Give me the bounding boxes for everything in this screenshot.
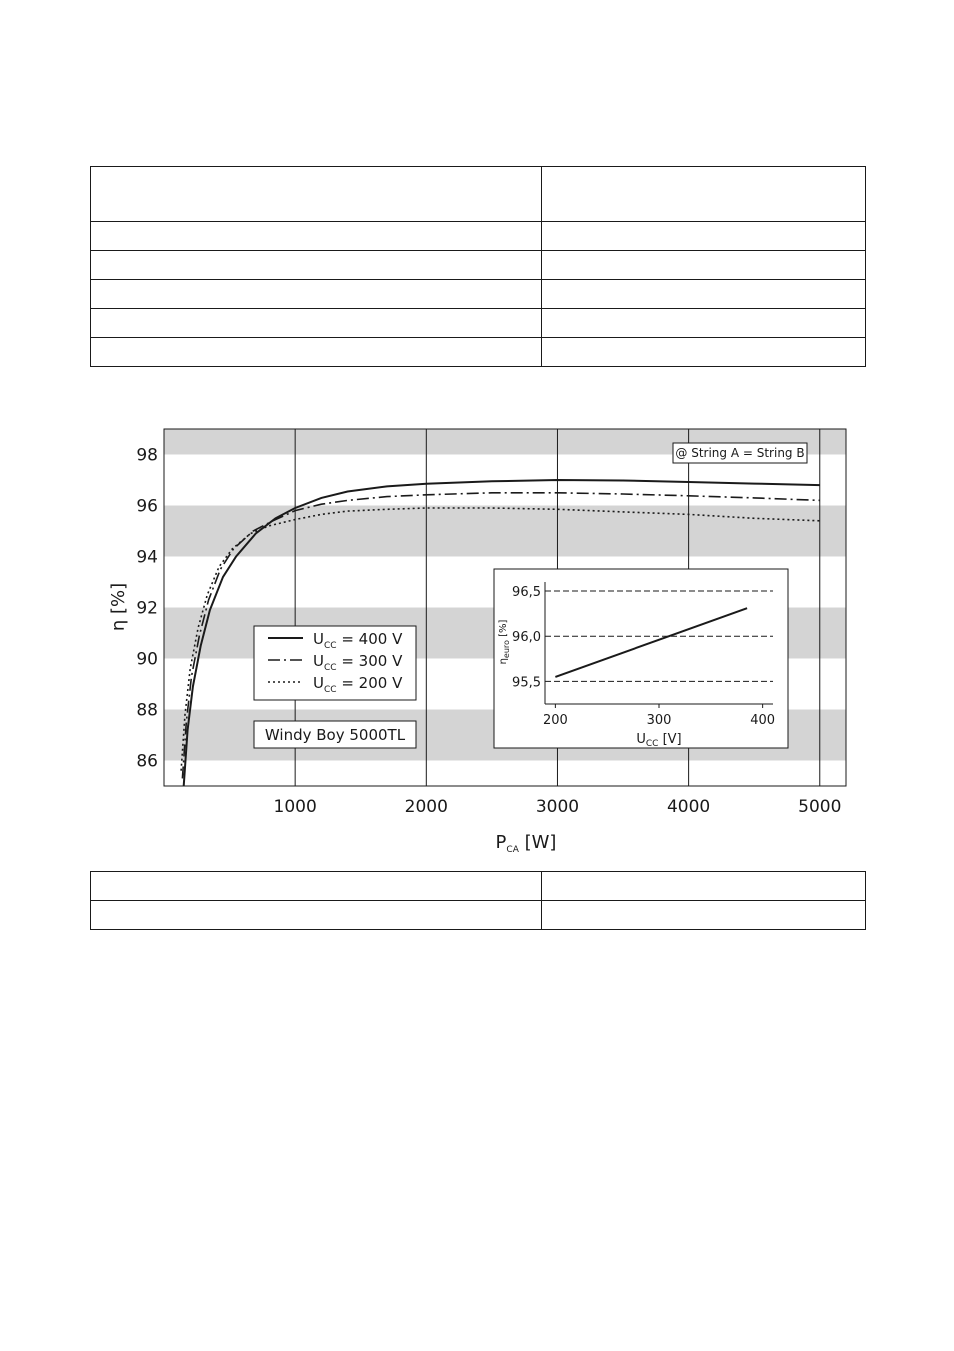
x-axis-label: $P_{CA}$ [W] bbox=[495, 832, 557, 855]
annotation-text: @ String A = String B bbox=[675, 446, 805, 460]
x-tick-label: 1000 bbox=[273, 797, 317, 817]
y-tick-label: 94 bbox=[136, 547, 158, 568]
table-cell bbox=[542, 901, 866, 930]
x-tick-label: 5000 bbox=[798, 797, 842, 817]
y-tick-label: 98 bbox=[136, 445, 158, 466]
gray-band bbox=[164, 506, 846, 557]
table-cell bbox=[91, 872, 542, 901]
inset-chart bbox=[494, 569, 788, 749]
y-tick-label: 86 bbox=[136, 751, 158, 772]
spec-table-bottom bbox=[90, 871, 866, 930]
inset-x-tick-label: 400 bbox=[750, 713, 776, 728]
y-tick-label: 96 bbox=[136, 496, 158, 517]
inset-y-tick-label: 96,5 bbox=[512, 585, 541, 601]
table-row bbox=[91, 872, 866, 901]
x-tick-label: 4000 bbox=[666, 797, 711, 817]
legend-label: $U_{CC} = 200$ V bbox=[313, 674, 403, 695]
x-tick-label: 3000 bbox=[535, 797, 580, 817]
y-tick-labels bbox=[136, 446, 158, 772]
device-label-box bbox=[254, 721, 416, 748]
y-tick-label: 92 bbox=[136, 598, 158, 619]
inset-x-axis-label: $U_{CC}$ [V] bbox=[636, 732, 682, 749]
legend-label: $U_{CC} = 400$ V bbox=[313, 630, 403, 651]
table-row bbox=[91, 901, 866, 930]
legend-label: $U_{CC} = 300$ V bbox=[313, 652, 403, 673]
inset-y-axis-label: $\eta_{euro}$ [%] bbox=[498, 619, 511, 665]
table-cell bbox=[542, 872, 866, 901]
y-tick-label: 88 bbox=[136, 700, 158, 721]
x-tick-labels bbox=[274, 797, 842, 817]
device-label: Windy Boy 5000TL bbox=[264, 726, 406, 744]
legend bbox=[254, 626, 416, 700]
inset-y-tick-label: 95,5 bbox=[512, 675, 541, 691]
y-axis-label: η [%] bbox=[108, 582, 129, 632]
annotation-box bbox=[673, 443, 807, 463]
x-tick-label: 2000 bbox=[404, 797, 448, 817]
table-cell bbox=[91, 901, 542, 930]
inset-x-tick-label: 300 bbox=[646, 713, 672, 728]
inset-y-tick-label: 96,0 bbox=[512, 630, 541, 646]
y-tick-label: 90 bbox=[136, 649, 158, 670]
inset-x-tick-label: 200 bbox=[542, 713, 568, 728]
